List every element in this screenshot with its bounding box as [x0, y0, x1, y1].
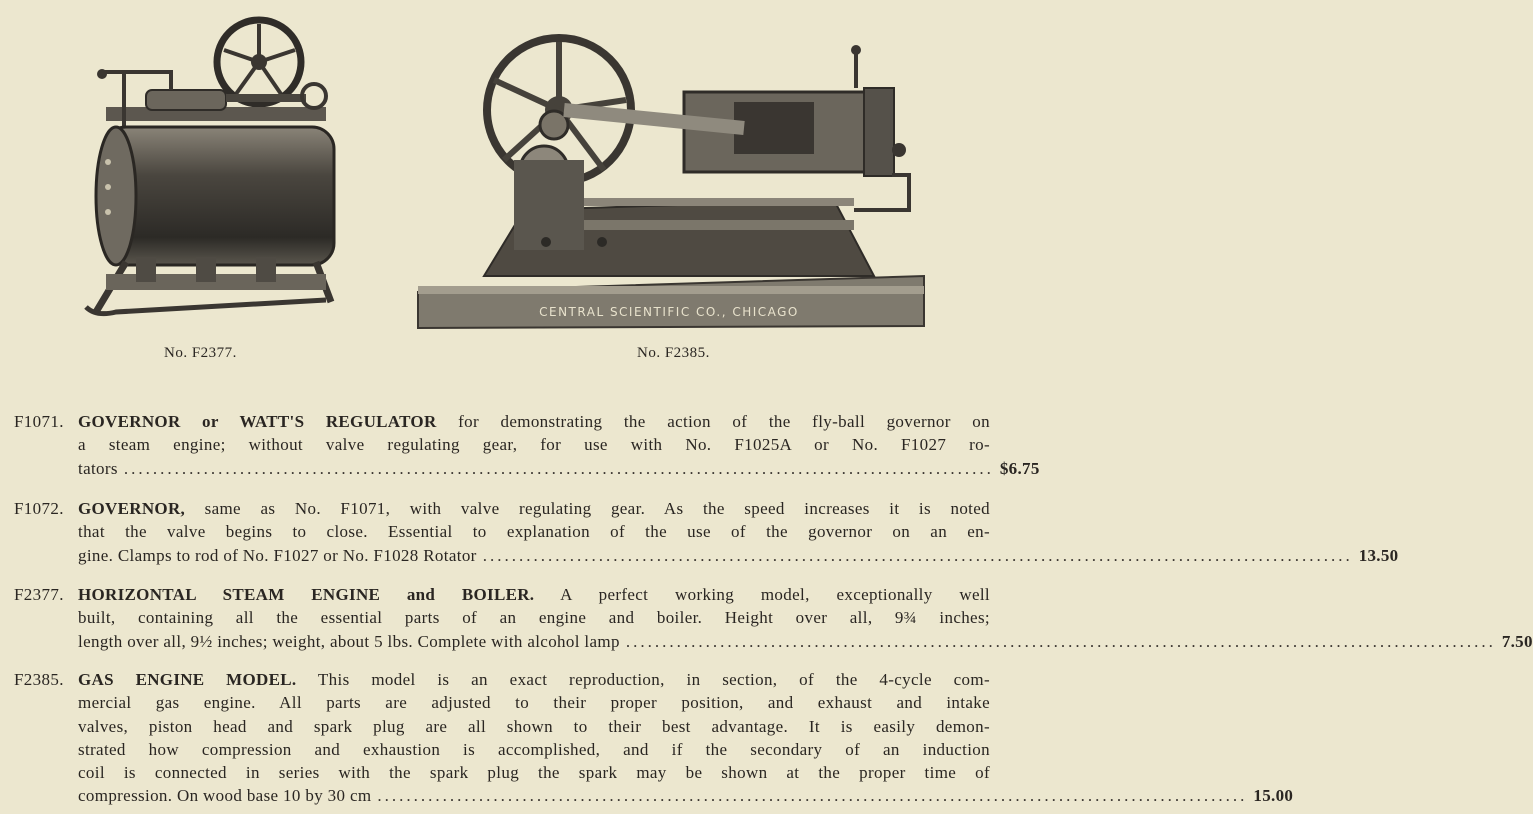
- item-description: A perfect working model, exceptionally well: [534, 585, 990, 604]
- entry-line-text: compression. On wood base 10 by 30 cm: [78, 786, 372, 806]
- figure-caption-f2385: No. F2385.: [637, 345, 710, 361]
- item-description: same as No. F1071, with valve regulating gear. As the speed increases it is noted: [185, 499, 990, 518]
- entry-price-line: [14, 630, 1533, 653]
- entry-line: built, containing all the essential parts of an engine and boiler. Height over all, 9¾ inches;: [78, 608, 990, 628]
- figure-caption-f2377: No. F2377.: [164, 345, 237, 361]
- engraving-base-text: CENTRAL SCIENTIFIC CO., CHICAGO: [539, 305, 799, 319]
- item-title: HORIZONTAL STEAM ENGINE and BOILER.: [78, 585, 535, 604]
- entry-line-text: tators: [78, 458, 118, 478]
- entry-line-text: gine. Clamps to rod of No. F1027 or No. F1028 Rotator: [78, 545, 477, 565]
- entry-line: [14, 583, 990, 606]
- item-number: F2377.: [14, 585, 64, 604]
- leader-dots: ........................................................................................................................: [625, 631, 1496, 651]
- item-price: 13.50: [1358, 545, 1399, 565]
- leader-dots: ........................................................................................................................: [482, 545, 1353, 565]
- leader-dots: ........................................................................................................................: [377, 786, 1248, 806]
- catalog-entry-f2385: [14, 668, 1294, 808]
- entry-line: mercial gas engine. All parts are adjusted to their proper position, and exhaust and intake: [78, 693, 990, 713]
- catalog-entry-f1071: [14, 410, 1040, 480]
- entry-price-line: [14, 544, 1399, 567]
- item-price: $6.75: [999, 458, 1040, 478]
- item-title: GOVERNOR or WATT'S REGULATOR: [78, 412, 437, 431]
- entry-line: valves, piston head and spark plug are all shown to their best advantage. It is easily demon-: [78, 716, 990, 736]
- entry-line: [14, 668, 990, 691]
- leader-dots: ........................................................................................................................: [123, 458, 994, 478]
- item-price: 7.50: [1501, 631, 1533, 651]
- entry-line: coil is connected in series with the spark plug the spark may be shown at the proper time of: [78, 763, 990, 783]
- entry-line: [14, 497, 990, 520]
- item-number: F2385.: [14, 670, 64, 689]
- catalog-entry-f1072: [14, 497, 1399, 567]
- entry-line: a steam engine; without valve regulating gear, for use with No. F1025A or No. F1027 ro-: [78, 435, 990, 455]
- item-title: GOVERNOR,: [78, 499, 186, 518]
- item-description: for demonstrating the action of the fly-ball governor on: [436, 412, 990, 431]
- item-price: 15.00: [1253, 786, 1294, 806]
- item-number: F1072.: [14, 499, 64, 518]
- steam-engine-boiler-illustration: [76, 12, 338, 332]
- item-title: GAS ENGINE MODEL.: [78, 670, 297, 689]
- entry-price-line: [14, 457, 1040, 480]
- entry-price-line: [14, 784, 1294, 807]
- entry-line: [14, 410, 990, 433]
- entry-line-text: length over all, 9½ inches; weight, about 5 lbs. Complete with alcohol lamp: [78, 631, 620, 651]
- entry-line: strated how compression and exhaustion is accomplished, and if the secondary of an induction: [78, 739, 990, 759]
- catalog-entry-f2377: [14, 583, 1533, 653]
- entry-line: that the valve begins to close. Essential to explanation of the use of the governor on an en-: [78, 522, 990, 542]
- gas-engine-model-illustration: [414, 30, 926, 332]
- item-number: F1071.: [14, 412, 64, 431]
- item-description: This model is an exact reproduction, in section, of the 4-cycle com-: [296, 670, 990, 689]
